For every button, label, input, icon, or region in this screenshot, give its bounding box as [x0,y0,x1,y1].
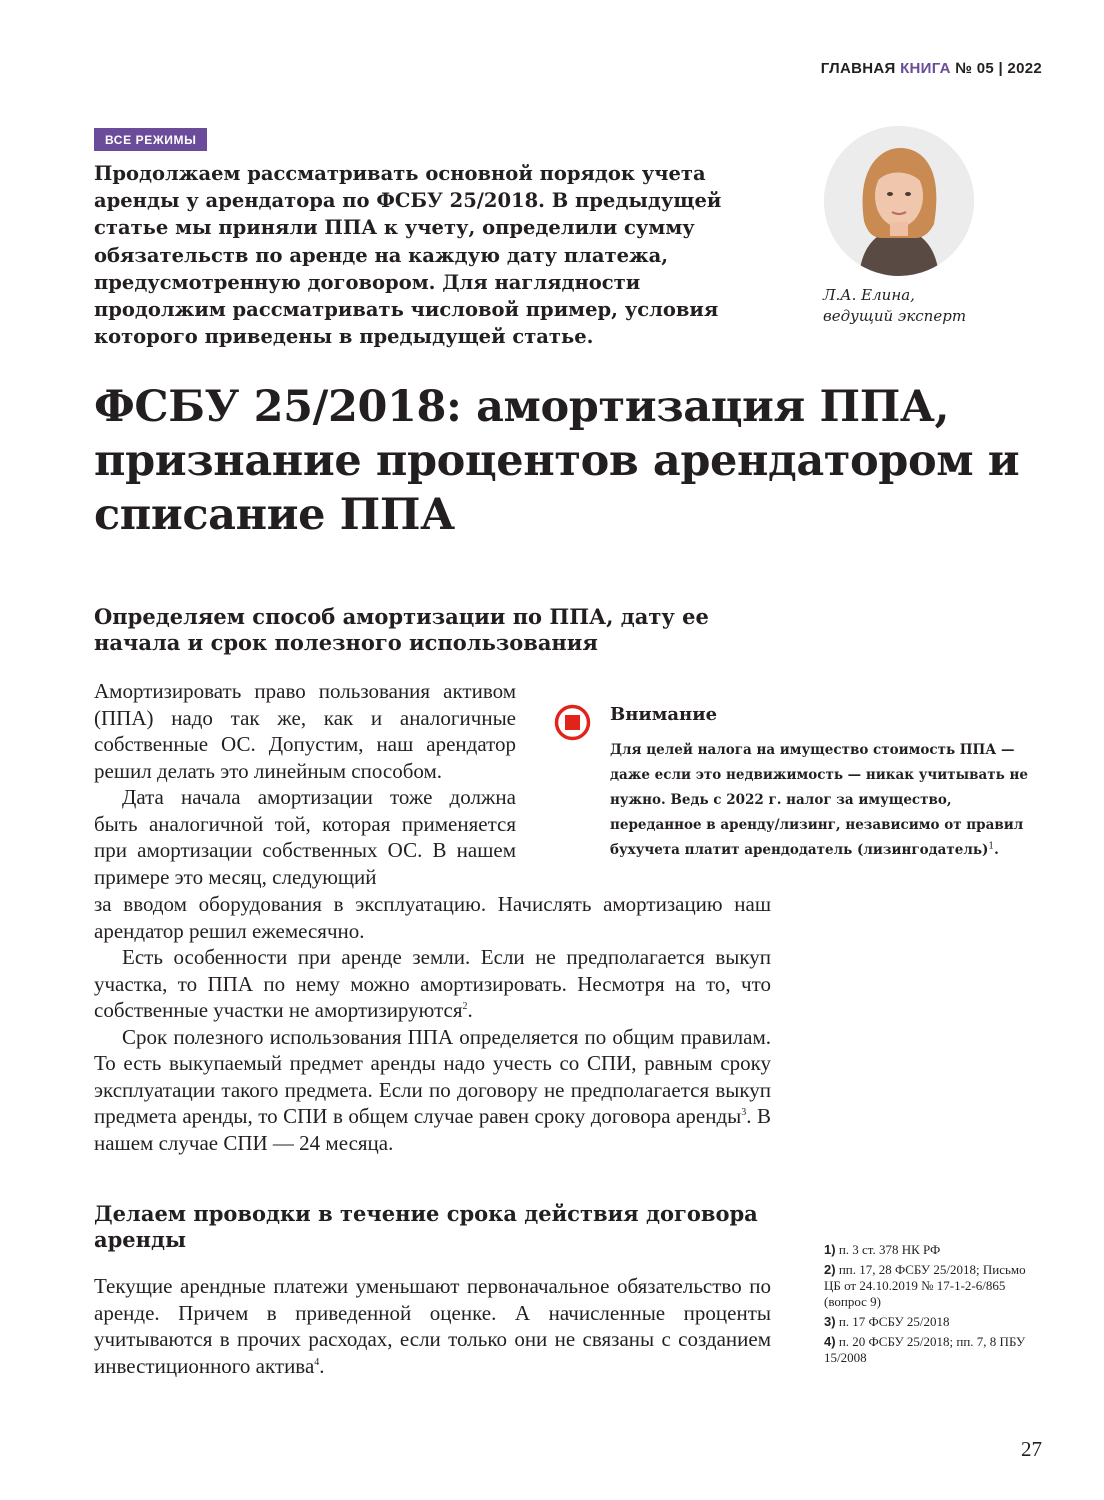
author-caption [823,285,966,327]
masthead-part2: КНИГА [900,60,951,77]
footnote [824,1262,1044,1310]
paragraph-text: Срок полезного использования ППА определяется по общим правилам. То есть выкупаемый предмет аренды надо учесть со СПИ, равным сроку эксплуатации такого предмета. Если по договору не предполагается выкуп предмета аренды, то СПИ в общем случае равен сроку договора аренды [94,1024,771,1128]
paragraph: Дата начала амортизации тоже должна быть аналогичной той, которая применяется при амортизации собственных ОС. В нашем примере это месяц, следующий [94,785,516,889]
author-portrait-icon [824,126,974,276]
section-heading-amortization: Определяем способ амортизации по ППА, дату ее начала и срок полезного использования [94,604,709,655]
masthead [821,60,1042,77]
footnote-text: пп. 17, 28 ФСБУ 25/2018; Письмо ЦБ от 24.10.2019 № 17-1-2-6/865 (вопрос 9) [824,1262,1026,1309]
footnote-ref: 1 [988,841,995,852]
paragraph-end: . [319,1353,325,1378]
lead-paragraph: Продолжаем рассматривать основной порядок учета аренды у арендатора по ФСБУ 25/2018. В предыдущей статье мы приняли ППА к учету, определили сумму обязательств по аренде на каждую дату платежа, предусмотренную договором. Для наглядности продолжим рассматривать числовой пример, условия которого приведены в предыдущей статье. [94,162,722,349]
author-photo [824,126,974,276]
paragraph: за вводом оборудования в эксплуатацию. Начислять амортизацию наш арендатор решил ежемесячно. [94,892,771,943]
category-tag: ВСЕ РЕЖИМЫ [94,128,207,151]
paragraph [94,944,771,1024]
masthead-part1: ГЛАВНАЯ [820,60,901,77]
footnote-text: п. 17 ФСБУ 25/2018 [835,1314,950,1329]
paragraph-text: Есть особенности при аренде земли. Если не предполагается выкуп участка, то ППА по нему можно амортизировать. Несмотря на то, что собственные участки не амортизируются [94,945,771,1022]
author-name: Л.А. Елина, [823,286,915,304]
notice-end: . [994,842,999,858]
footnote-number: 2) [824,1262,836,1277]
paragraph [94,1273,771,1379]
footnote-number: 1) [824,1242,836,1257]
section2-column [94,1273,771,1379]
section1-column-narrow [94,678,516,890]
notice-title: Внимание [610,704,718,725]
paragraph-text: Текущие арендные платежи уменьшают первоначальное обязательство по аренде. Причем в приведенной оценке. А начисленные проценты учитываются в прочих расходах, если только они не связаны с созданием инвестиционного актива [94,1274,771,1378]
section-heading-entries: Делаем проводки в течение срока действия договора аренды [94,1201,758,1252]
footnote [824,1314,1044,1330]
footnote-text: п. 20 ФСБУ 25/2018; пп. 7, 8 ПБУ 15/2008 [824,1334,1026,1365]
footnote-number: 4) [824,1334,836,1349]
footnote [824,1334,1044,1366]
masthead-part3: № 05 | 2022 [950,60,1042,77]
footnote-text: п. 3 ст. 378 НК РФ [835,1242,941,1257]
author-role: ведущий эксперт [823,307,967,325]
notice-text [610,738,1042,863]
stop-sign-icon [554,704,591,741]
page-number: 27 [1021,1437,1042,1461]
footnote-ref: 3 [741,1107,747,1118]
section1-column-wide [94,891,771,1156]
paragraph-end: . В нашем случае СПИ — 24 месяца. [94,1104,771,1155]
footnote-ref: 4 [314,1356,320,1368]
article-title: ФСБУ 25/2018: амортизация ППА, признание процентов арендатором и списание ППА [94,382,1020,540]
footnotes [824,1242,1044,1370]
notice-body: Для целей налога на имущество стоимость ППА — даже если это недвижимость — никак учитывать не нужно. Ведь с 2022 г. налог за имущество, переданное в аренду/лизинг, независимо от правил бухучета платит арендодатель (лизингодатель) [610,742,1028,858]
paragraph [94,1024,771,1157]
footnote [824,1242,1044,1258]
paragraph: Амортизировать право пользования активом (ППА) надо так же, как и аналогичные собственные ОС. Допустим, наш арендатор решил делать это линейным способом. [94,679,516,783]
footnote-number: 3) [824,1314,836,1329]
paragraph-end: . [467,998,473,1022]
footnote-ref: 2 [462,1001,468,1012]
